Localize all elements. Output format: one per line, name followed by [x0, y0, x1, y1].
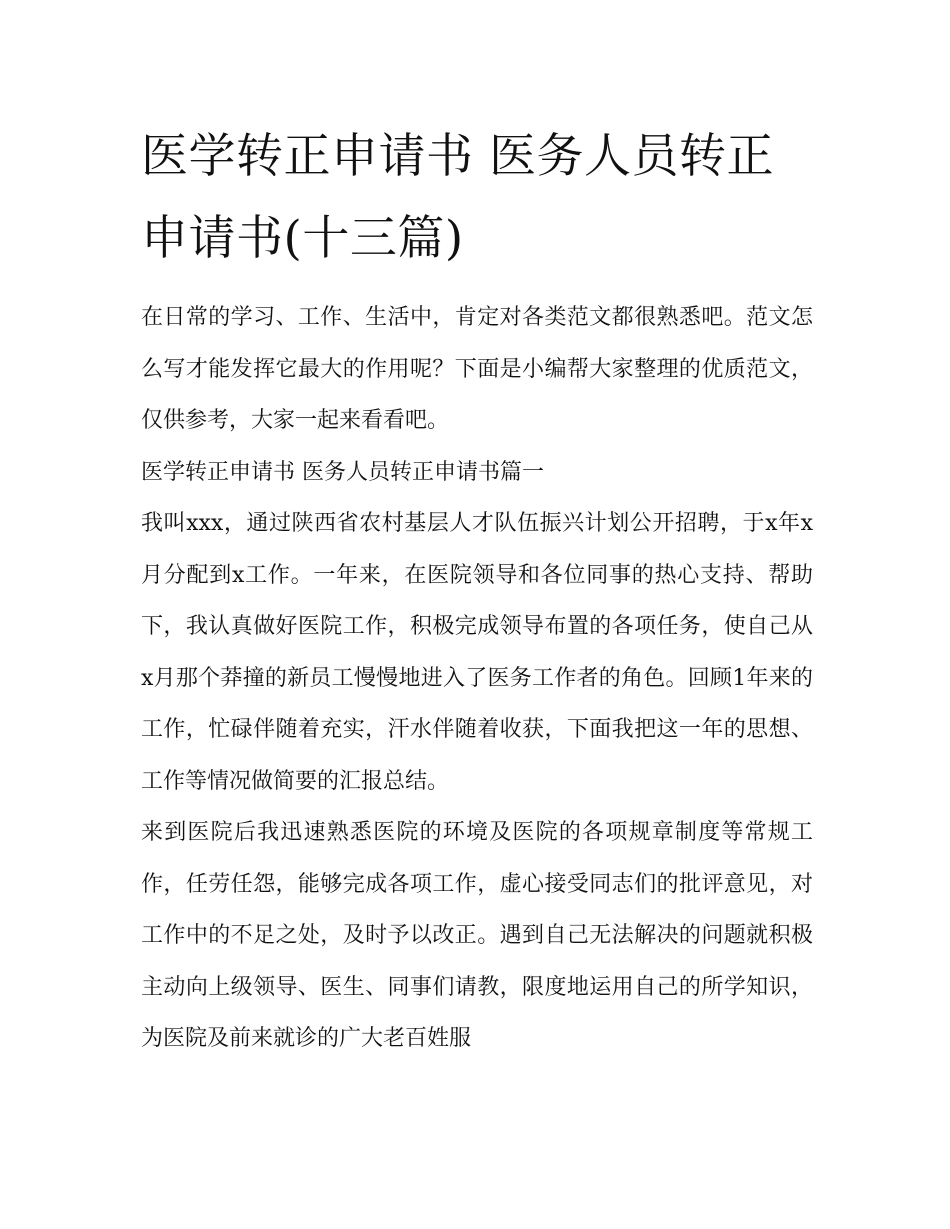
document-body: [141, 292, 813, 1065]
document-page: [141, 116, 813, 1065]
document-title: 医学转正申请书 医务人员转正申请书(十三篇): [141, 129, 774, 266]
section-heading: 医学转正申请书 医务人员转正申请书篇一: [141, 459, 544, 485]
body-paragraph: 来到医院后我迅速熟悉医院的环境及医院的各项规章制度等常规工作，任劳任怨，能够完成各项工作，虚心接受同志们的批评意见，对工作中的不足之处，及时予以改正。遇到自己无法解决的问题就积极主动向上级领导、医生、同事们请教，限度地运用自己的所学知识，为医院及前来就诊的广大老百姓服: [141, 820, 813, 1051]
body-paragraph: 我叫xxx，通过陕西省农村基层人才队伍振兴计划公开招聘，于x年x月分配到x工作。一年来，在医院领导和各位同事的热心支持、帮助下，我认真做好医院工作，积极完成领导布置的各项任务，使自己从x月那个莽撞的新员工慢慢地进入了医务工作者的角色。回顾1年来的工作，忙碌伴随着充实，汗水伴随着收获，下面我把这一年的思想、工作等情况做简要的汇报总结。: [141, 511, 813, 794]
intro-paragraph: 在日常的学习、工作、生活中，肯定对各类范文都很熟悉吧。范文怎么写才能发挥它最大的作用呢？下面是小编帮大家整理的优质范文，仅供参考，大家一起来看看吧。: [141, 305, 813, 433]
